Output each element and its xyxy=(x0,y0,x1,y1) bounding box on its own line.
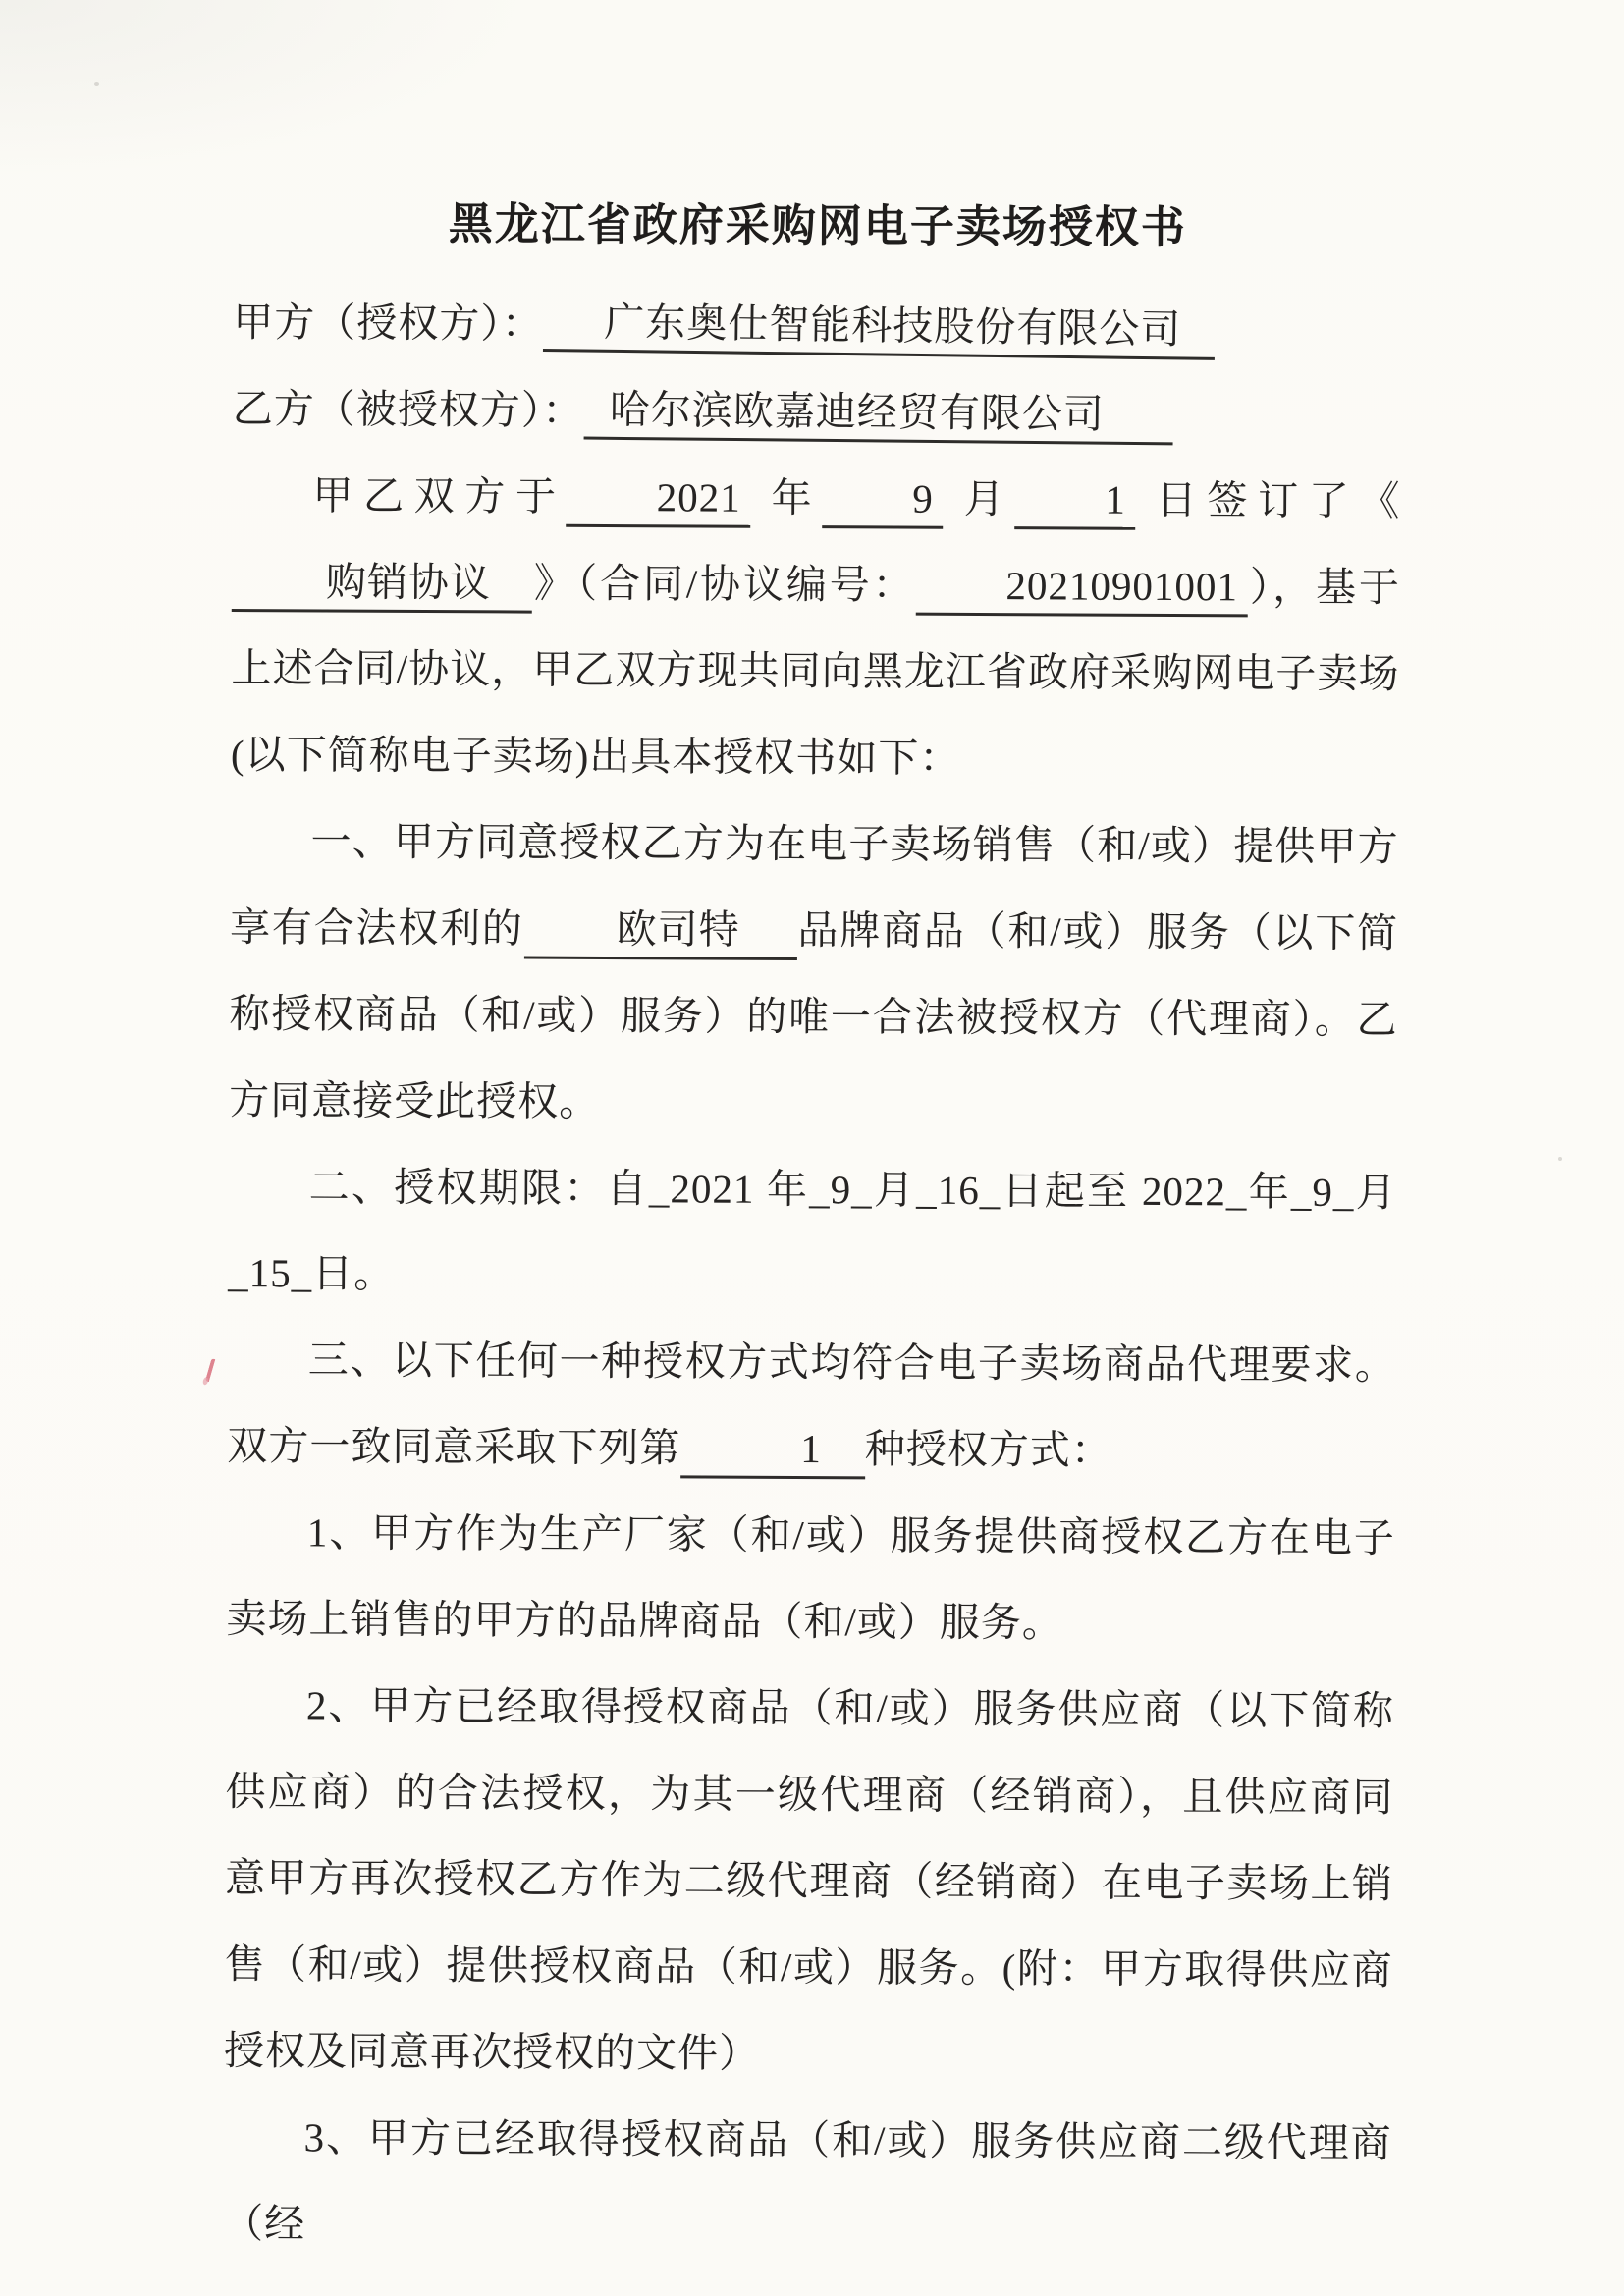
party-a-value: 广东奥仕智能科技股份有限公司 xyxy=(542,296,1215,360)
intro-text: 甲乙双方于 xyxy=(312,472,567,519)
option-1-paragraph: 1、甲方作为生产厂家（和/或）服务提供商授权乙方在电子卖场上销售的甲方的品牌商品（和/或）服务。 xyxy=(226,1509,1395,1646)
party-a-label: 甲方（授权方）： xyxy=(233,299,543,347)
intro-text: 》（合同/协议编号： xyxy=(531,560,916,608)
agreement-name-value: 购销协议 xyxy=(232,556,532,614)
option-3-paragraph: 3、甲方已经取得授权商品（和/或）服务供应商二级代理商（经 xyxy=(223,2114,1392,2247)
intro-text: 年 xyxy=(750,474,823,521)
clause-2-text: _月_ xyxy=(228,1169,1397,1296)
auth-start-year: 2021 xyxy=(670,1166,755,1212)
selected-option-value: 1 xyxy=(680,1422,865,1479)
sign-month-value: 9 xyxy=(822,472,944,529)
party-b-value: 哈尔滨欧嘉迪经贸有限公司 xyxy=(583,384,1173,446)
clause-3-paragraph xyxy=(227,1316,1396,1495)
clause-3-text: 三、以下任何一种授权方式均符合电子卖场商品代理要求。双方一致同意采取下列第 xyxy=(227,1337,1396,1471)
clause-2-text: _日。 xyxy=(291,1250,396,1296)
clause-2-text: 二、授权期限：自_ xyxy=(308,1164,671,1212)
clause-1-text: 品牌商品（和/或）服务（以下简称授权商品（和/或）服务）的唯一合法被授权方（代理商）。乙方同意接受此授权。 xyxy=(229,907,1399,1124)
scan-speck xyxy=(1558,1157,1562,1161)
clause-2-text: _年_ xyxy=(1225,1169,1313,1215)
clause-2-text: _月_ xyxy=(851,1167,938,1213)
option-2-paragraph: 2、甲方已经取得授权商品（和/或）服务供应商（以下简称供应商）的合法授权，为其一级代理商（经销商），且供应商同意甲方再次授权乙方作为二级代理商（经销商）在电子卖场上销售（和/或）提供授权商品（和/或）服务。(附：甲方取得供应商授权及同意再次授权的文件） xyxy=(223,1682,1395,2076)
brand-name-value: 欧司特 xyxy=(524,903,797,960)
auth-end-day: 15 xyxy=(248,1250,292,1296)
stray-ink-mark xyxy=(205,1358,221,1384)
sign-year-value: 2021 xyxy=(567,471,751,528)
party-b-label: 乙方（被授权方）： xyxy=(232,385,584,433)
party-b-line xyxy=(233,365,1401,458)
clause-2-text: 年_ xyxy=(754,1166,831,1213)
auth-start-month: 9 xyxy=(830,1167,852,1213)
intro-text: 日签订了《 xyxy=(1135,476,1401,524)
intro-paragraph xyxy=(231,452,1401,803)
contract-number-value: 20210901001 xyxy=(915,560,1248,618)
party-a-line xyxy=(233,279,1401,371)
clause-1-text: 一、甲方同意授权乙方为在电子卖场销售（和/或）提供甲方享有合法权利的 xyxy=(229,818,1399,952)
document-title: 黑龙江省政府采购网电子卖场授权书 xyxy=(448,199,1187,253)
clause-3-text: 种授权方式： xyxy=(864,1426,1112,1473)
auth-end-year: 2022 xyxy=(1141,1168,1227,1215)
intro-text: 月 xyxy=(943,475,1015,522)
auth-end-month: 9 xyxy=(1312,1169,1334,1215)
scan-speck xyxy=(94,82,99,86)
clause-1-paragraph xyxy=(229,797,1399,1149)
clause-2-text: _日起至 xyxy=(979,1167,1143,1214)
document-body xyxy=(223,192,1402,2272)
auth-start-day: 16 xyxy=(937,1167,980,1213)
clause-2-paragraph xyxy=(228,1143,1397,1322)
intro-text: ），基于上述合同/协议，甲乙双方现共同向黑龙江省政府采购网电子卖场(以下简称电子卖场)出具本授权书如下： xyxy=(230,564,1401,781)
sign-day-value: 1 xyxy=(1014,473,1136,530)
